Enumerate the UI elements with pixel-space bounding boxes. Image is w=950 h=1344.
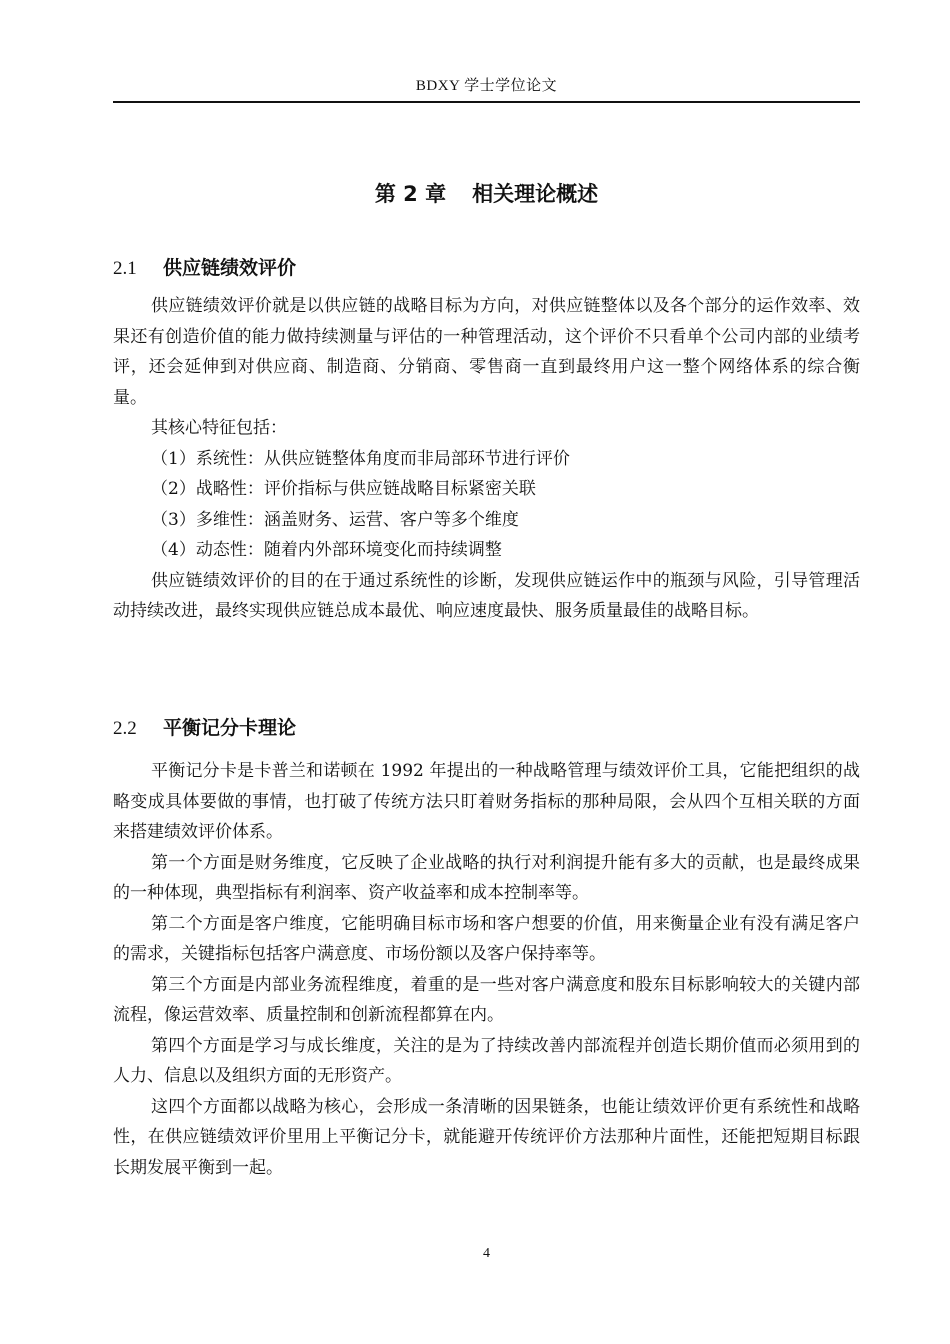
chapter-title xyxy=(113,178,860,210)
section-number: 2.2 xyxy=(113,718,137,739)
paragraph: 供应链绩效评价的目的在于通过系统性的诊断，发现供应链运作中的瓶颈与风险，引导管理活动持续改进，最终实现供应链总成本最优、响应速度最快、服务质量最佳的战略目标。 xyxy=(113,570,860,621)
section-title: 供应链绩效评价 xyxy=(163,257,297,279)
paragraph: 第二个方面是客户维度，它能明确目标市场和客户想要的价值，用来衡量企业有没有满足客户的需求，关键指标包括客户满意度、市场份额以及客户保持率等。 xyxy=(113,913,860,964)
section-heading-2-2 xyxy=(113,713,296,744)
section-title: 平衡记分卡理论 xyxy=(163,717,297,739)
paragraph: 其核心特征包括： xyxy=(151,418,287,438)
list-item: （1）系统性：从供应链整体角度而非局部环节进行评价 xyxy=(151,448,570,469)
chapter-number: 第 2 章 xyxy=(374,182,447,206)
paragraph: 供应链绩效评价就是以供应链的战略目标为方向，对供应链整体以及各个部分的运作效率、效果还有创造价值的能力做持续测量与评估的一种管理活动，这个评价不只看单个公司内部的业绩考评，还会延伸到对供应商、制造商、分销商、零售商一直到最终用户这一整个网络体系的综合衡量。 xyxy=(113,296,860,408)
chapter-name: 相关理论概述 xyxy=(472,182,599,206)
section-heading-2-1 xyxy=(113,253,296,284)
page-number: 4 xyxy=(483,1246,490,1261)
paragraph: 平衡记分卡是卡普兰和诺顿在 1992 年提出的一种战略管理与绩效评价工具，它能把组织的战略变成具体要做的事情，也打破了传统方法只盯着财务指标的那种局限，会从四个互相关联的方面来搭建绩效评价体系。 xyxy=(113,761,860,842)
section-body-2-2 xyxy=(113,756,860,1183)
list-item: （4）动态性：随着内外部环境变化而持续调整 xyxy=(151,540,502,560)
running-header: BDXY 学士学位论文 xyxy=(415,78,558,94)
list-item: （2）战略性：评价指标与供应链战略目标紧密关联 xyxy=(151,479,536,499)
section-number: 2.1 xyxy=(113,258,137,279)
paragraph: 这四个方面都以战略为核心，会形成一条清晰的因果链条，也能让绩效评价更有系统性和战略性，在供应链绩效评价里用上平衡记分卡，就能避开传统评价方法那种片面性，还能把短期目标跟长期发展平衡到一起。 xyxy=(113,1096,860,1178)
paragraph: 第四个方面是学习与成长维度，关注的是为了持续改善内部流程并创造长期价值而必须用到的人力、信息以及组织方面的无形资产。 xyxy=(113,1035,860,1086)
list-item: （3）多维性：涵盖财务、运营、客户等多个维度 xyxy=(151,509,519,530)
section-body-2-1 xyxy=(113,291,860,627)
paragraph: 第三个方面是内部业务流程维度，着重的是一些对客户满意度和股东目标影响较大的关键内部流程，像运营效率、质量控制和创新流程都算在内。 xyxy=(113,974,860,1025)
header-divider xyxy=(113,101,860,103)
paragraph: 第一个方面是财务维度，它反映了企业战略的执行对利润提升能有多大的贡献，也是最终成果的一种体现，典型指标有利润率、资产收益率和成本控制率等。 xyxy=(113,852,860,903)
